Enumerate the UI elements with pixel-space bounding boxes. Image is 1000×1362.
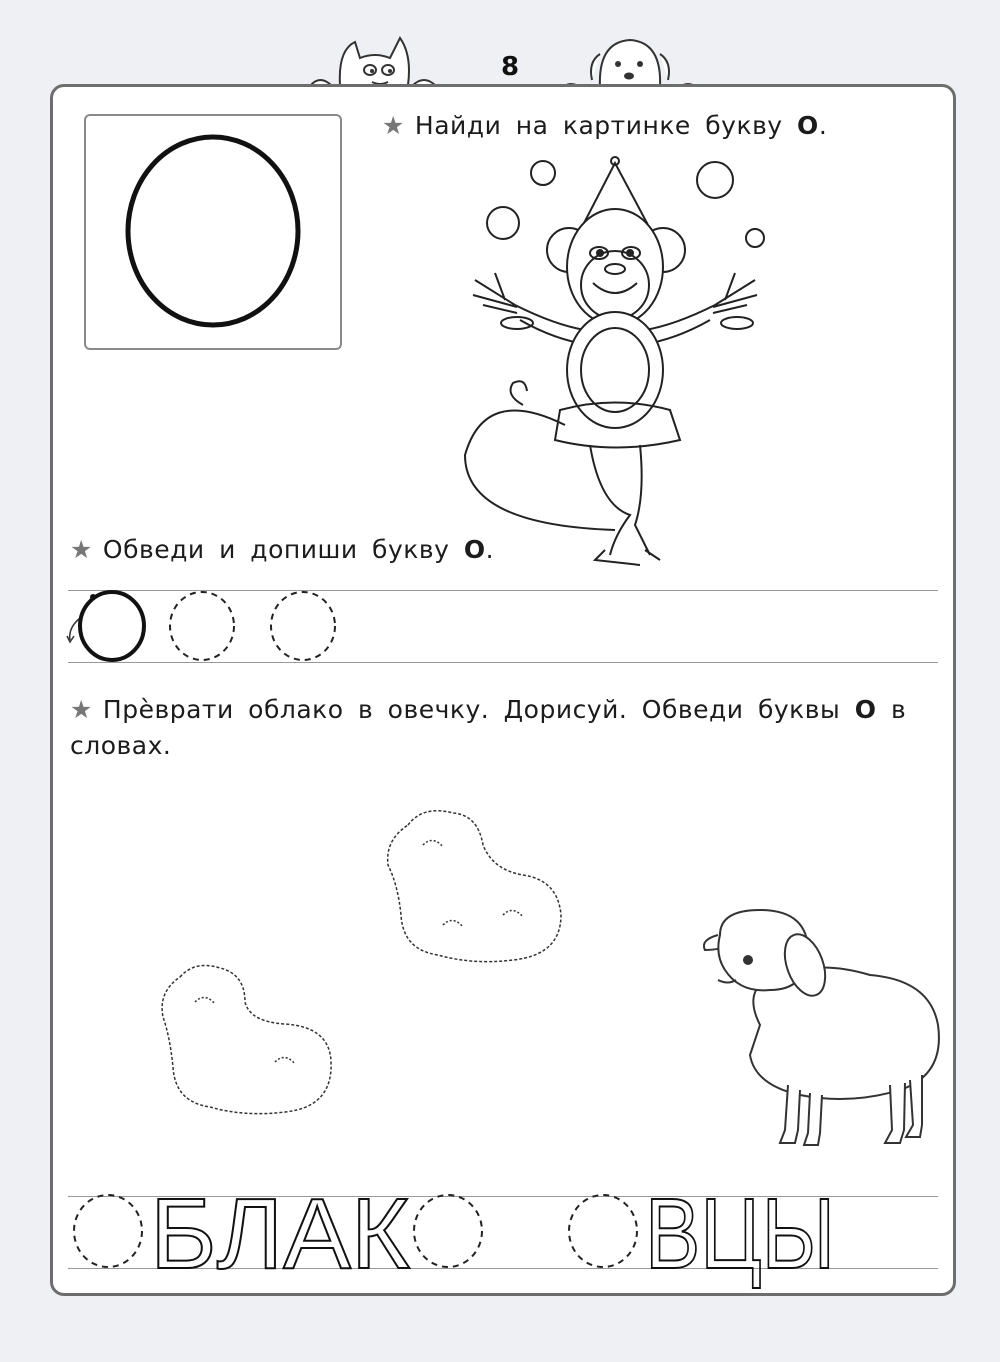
star-icon: ★ — [382, 111, 405, 140]
cat-icon — [300, 30, 430, 90]
task-sheep-text-after: в словах. — [70, 695, 907, 760]
letter-o-dashed-1 — [170, 592, 234, 660]
task-trace-letter — [70, 532, 494, 568]
word-ovtsy-rest: ВЦЫ — [645, 1178, 835, 1290]
word-oblako-traced-first-o — [74, 1195, 142, 1267]
task-sheep — [70, 692, 950, 764]
star-icon: ★ — [70, 695, 93, 724]
task-trace-letter-end: . — [485, 535, 495, 564]
task-find-letter-text: Найди на картинке букву — [414, 111, 783, 140]
task-trace-letter-letter: О — [463, 535, 486, 564]
task-find-letter-end: . — [818, 111, 828, 140]
monkey-illustration — [465, 155, 805, 575]
page-number: 8 — [500, 52, 520, 82]
big-letter-o-icon — [84, 114, 342, 350]
task-find-letter-letter: О — [797, 111, 819, 140]
puppy-icon — [560, 32, 700, 92]
task-sheep-letter: О — [854, 695, 877, 724]
task-trace-letter-text: Обведи и допиши букву — [102, 535, 450, 564]
sheep-illustration — [700, 905, 950, 1150]
word-oblako-traced-last-o — [414, 1195, 482, 1267]
star-icon: ★ — [70, 535, 93, 564]
word-oblako[interactable] — [70, 1178, 490, 1290]
word-ovtsy-traced-first-o — [569, 1195, 637, 1267]
cloud-illustration[interactable] — [155, 962, 345, 1122]
cloud-illustration[interactable] — [383, 805, 573, 975]
letter-o-dashed-2 — [271, 592, 335, 660]
letter-o-sample — [80, 592, 144, 660]
word-ovtsy[interactable] — [565, 1178, 845, 1292]
task-find-letter — [382, 108, 827, 144]
task-sheep-text-before: Прѐврати облако в овечку. Дорисуй. Обведи буквы — [102, 695, 841, 724]
letter-o-tracing-row[interactable] — [60, 588, 360, 668]
word-oblako-rest: БЛАК — [150, 1178, 410, 1290]
